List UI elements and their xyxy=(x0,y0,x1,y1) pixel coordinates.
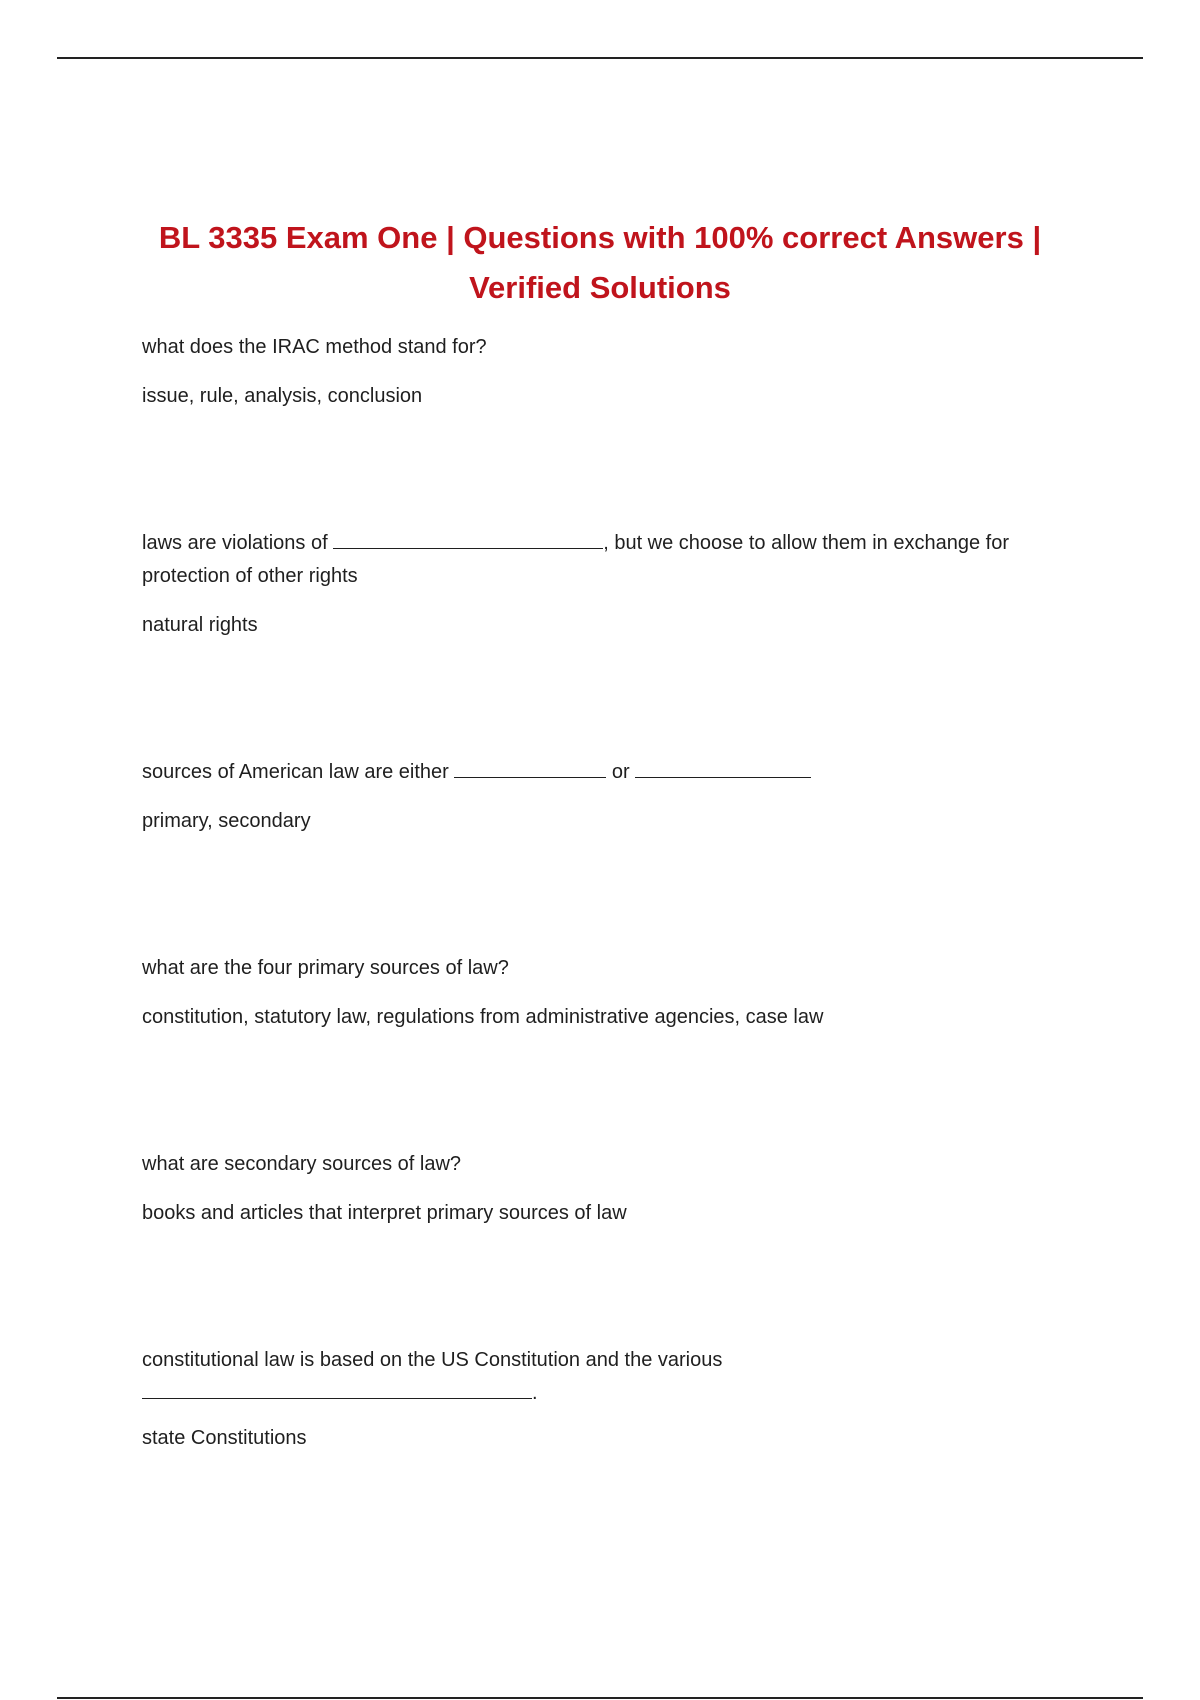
answer-text: natural rights xyxy=(142,614,258,636)
question-text-end: . xyxy=(532,1382,538,1404)
qa-item-primary-sources xyxy=(142,952,1062,1034)
question-text-before: laws are violations of xyxy=(142,532,334,554)
fill-in-blank xyxy=(142,1378,532,1399)
header-rule xyxy=(57,57,1143,59)
question-text xyxy=(142,527,1062,593)
answer-text: constitution, statutory law, regulations from administrative agencies, case law xyxy=(142,1006,824,1028)
qa-item-irac xyxy=(142,331,1062,413)
question-text: what are secondary sources of law? xyxy=(142,1153,462,1175)
question-text-before: sources of American law are either xyxy=(142,761,455,783)
answer-text: primary, secondary xyxy=(142,810,311,832)
question-text-middle: or xyxy=(606,761,636,783)
fill-in-blank xyxy=(635,757,811,778)
question-text xyxy=(142,756,1062,789)
document-title: BL 3335 Exam One | Questions with 100% correct Answers | Verified Solutions xyxy=(158,220,1042,305)
qa-item-secondary-sources xyxy=(142,1148,1062,1230)
qa-item-constitutional-law xyxy=(142,1344,1062,1455)
question-text: what are the four primary sources of law? xyxy=(142,957,509,979)
answer-text: books and articles that interpret primary sources of law xyxy=(142,1202,627,1224)
question-blank-line xyxy=(142,1377,1062,1410)
fill-in-blank xyxy=(333,528,603,549)
question-text-after: , but we choose to allow them in exchange for protection of other rights xyxy=(142,532,1009,587)
fill-in-blank xyxy=(454,757,606,778)
qa-item-natural-rights xyxy=(142,527,1062,642)
question-text: what does the IRAC method stand for? xyxy=(142,336,487,358)
answer-text: state Constitutions xyxy=(142,1427,307,1449)
footer-rule xyxy=(57,1697,1143,1699)
answer-text: issue, rule, analysis, conclusion xyxy=(142,385,423,407)
question-text: constitutional law is based on the US Constitution and the various xyxy=(142,1349,723,1371)
qa-item-sources xyxy=(142,756,1062,838)
